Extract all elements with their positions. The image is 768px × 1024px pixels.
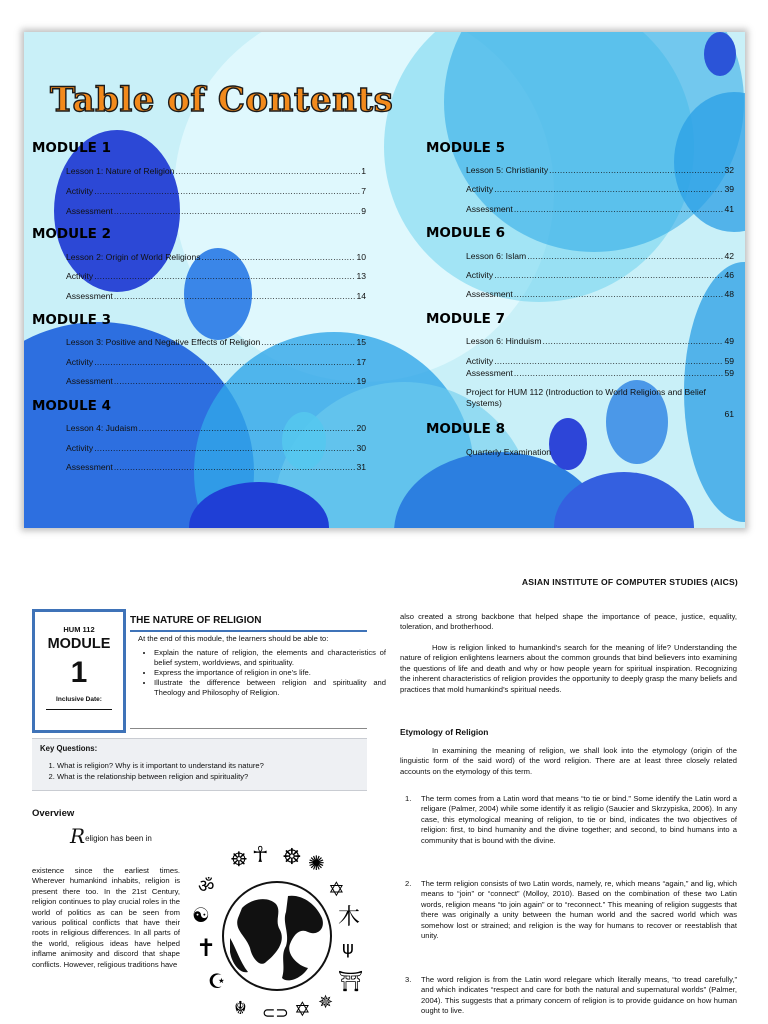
toc-entry[interactable]: Quarterly Examination (466, 447, 552, 457)
toc-entry[interactable]: Activity ..... 17 (66, 357, 366, 367)
star-of-david-icon: ✡ (328, 877, 345, 901)
paragraph: also created a strong backbone that helped shape the importance of peace, justice, equality, toleration, and brotherhood. (400, 612, 737, 632)
toc-entry[interactable]: Activity ..... 46 (466, 270, 734, 280)
toc-entry[interactable]: Assessment ..... 31 (66, 462, 366, 472)
dharma-wheel-icon: ☸ (282, 845, 302, 870)
list-item: 1. The term comes from a Latin word that means “to tie or bind.” Some identify the Latin word a religare (Palmer, 2004) while some identify it as religio (Saucier and Skrzypiska, 2006). In any case, this etymological meaning of religion, to tie or bind, indicates the two objectives of religion: first, to bind humanity and the divine together; and second, to bind humans into a community that is bound with the divine. (405, 794, 737, 845)
list-item: • Explain the nature of religion, the elements and characteristics of belief system, worldviews, and spirituality. (154, 648, 386, 668)
toc-entry[interactable]: Assessment ..... 59 (466, 368, 734, 378)
key-questions-title: Key Questions: (40, 744, 98, 753)
list-item: 2. What is the relationship between religion and spirituality? (57, 771, 264, 782)
toc-entry[interactable]: Activity ..... 59 (466, 356, 734, 366)
toc-entry[interactable]: Lesson 1: Nature of Religion ..... 1 (66, 166, 366, 176)
cross-icon: ✝ (196, 934, 217, 962)
module-heading: MODULE 6 (426, 225, 505, 241)
table-of-contents-panel (24, 32, 745, 528)
toc-entry[interactable]: Activity ..... 7 (66, 186, 366, 196)
meditation-icon: ☸ (230, 847, 248, 871)
toc-entry[interactable]: Activity ..... 13 (66, 271, 366, 281)
module-heading: MODULE 3 (32, 312, 111, 328)
module-heading: MODULE 2 (32, 226, 111, 242)
module-heading: MODULE 4 (32, 398, 111, 414)
toc-entry[interactable]: Activity ..... 39 (466, 184, 734, 194)
list-item: 1. What is religion? Why is it important to understand its nature? (57, 760, 264, 771)
background-bubble (549, 418, 587, 470)
bahai-star-icon: ✵ (318, 992, 334, 1013)
divider (130, 630, 367, 632)
torii-icon: ⛩ (338, 969, 364, 993)
inclusive-date-label: Inclusive Date: (56, 696, 102, 703)
toc-entry[interactable]: Assessment ..... 19 (66, 376, 366, 386)
module-heading: MODULE 1 (32, 140, 111, 156)
toc-entry[interactable]: Lesson 2: Origin of World Religions ..... 10 (66, 252, 366, 262)
yin-yang-icon: ☯ (192, 903, 210, 927)
date-line (46, 709, 112, 710)
list-item: 3. The word religion is from the Latin word relegare which literally means, “to tread carefully,” and which indicates “respect and care for both the natural and supernatural worlds” (Palmer, 2004). This suggests that a primary concern of religion is to provide guidance on how human ought to live. (405, 975, 737, 1016)
om-icon: ॐ (198, 876, 215, 897)
shinto-kanji-icon: 木 (338, 905, 361, 930)
paragraph: How is religion linked to humankind’s search for the meaning of life? Understanding the nature of religion enlightens learners about the common grounds that bind believers into examining the questions of life and death and why or how people yearn for spiritual inspiration. Recognizing the inherent characteristics of religion provides the opportunity to deeply grasp the many beliefs and practices that mold humankind’s spiritual needs. (400, 643, 737, 694)
khanda-icon: ☬ (234, 998, 247, 1019)
module-heading: MODULE 5 (426, 140, 505, 156)
list-item: • Express the importance of religion in one’s life. (154, 668, 386, 678)
module-heading: MODULE 8 (426, 421, 505, 437)
toc-entry[interactable]: Activity ..... 30 (66, 443, 366, 453)
toc-entry[interactable]: Project for HUM 112 (Introduction to World Religions and Belief Systems) 61 (466, 387, 734, 419)
course-code: HUM 112 (63, 625, 95, 634)
page-title: Table of Contents (50, 80, 394, 120)
module-badge (32, 609, 126, 733)
background-bubble (704, 32, 736, 76)
module-heading: MODULE 7 (426, 311, 505, 327)
divider (130, 728, 367, 729)
toc-entry[interactable]: Assessment ..... 48 (466, 289, 734, 299)
toc-entry[interactable]: Assessment ..... 14 (66, 291, 366, 301)
toc-entry[interactable]: Lesson 6: Islam ..... 42 (466, 251, 734, 261)
objectives-list (138, 648, 386, 698)
overview-body: existence since the earliest times. Wherever humankind inhabits, religion is present there too. In the 21st Century, religion continues to play crucial roles in the world of politics as can be seen from various political conflicts that have their roots in religious differences. In all parts of the world, religious ideas have helped inflame animosity and discord that shape conflicts. However, religious traditions have (32, 866, 180, 969)
crescent-icon: ☪ (208, 969, 226, 993)
fish-icon: ⊂⊃ (262, 1003, 289, 1022)
star-icon: ✡ (294, 997, 311, 1021)
toc-entry[interactable]: Assessment ..... 41 (466, 204, 734, 214)
module-word: MODULE (47, 636, 111, 652)
module-number: 1 (70, 656, 88, 689)
toc-entry[interactable]: Assessment ..... 9 (66, 206, 366, 216)
toc-entry[interactable]: Lesson 4: Judaism ..... 20 (66, 423, 366, 433)
world-religions-emblem (190, 838, 368, 1024)
paragraph: In examining the meaning of religion, we shall look into the etymology (origin of the linguistic form of the said word) of the word religion. There are at least three closely related accounts on the etymology of this term. (400, 746, 737, 776)
overview-first-line: Religion has been in (70, 824, 152, 848)
subsection-title: Etymology of Religion (400, 727, 489, 737)
buddha-icon: ☥ (252, 843, 269, 868)
objectives-intro: At the end of this module, the learners should be able to: (138, 634, 329, 643)
toc-entry[interactable]: Lesson 3: Positive and Negative Effects of Religion ..... 15 (66, 337, 366, 347)
institution-header: ASIAN INSTITUTE OF COMPUTER STUDIES (AICS) (521, 577, 738, 587)
list-item: 2. The term religion consists of two Latin words, namely, re, which means “again,” and lig, which means to “join” or “connect” (Molloy, 2010). Based on the combination of these two Latin words, religion means “to join again” or to “reconnect.” This meaning of religion suggests that there was originally a unity between the human world and the sacred world which was somehow lost or strained; and religion is the way for humans to recover or reestablish that unity. (405, 879, 737, 941)
drop-cap: R (70, 824, 86, 848)
toc-entry[interactable]: Lesson 6: Hinduism ..... 49 (466, 336, 734, 346)
key-questions-list (40, 760, 264, 782)
section-title: THE NATURE OF RELIGION (130, 615, 262, 626)
list-item: • Illustrate the difference between religion and spirituality and Theology and Philosophy of Religion. (154, 678, 386, 698)
toc-entry[interactable]: Lesson 5: Christianity ..... 32 (466, 165, 734, 175)
star-icon: ✺ (308, 851, 325, 875)
menorah-icon: ψ (342, 938, 354, 959)
overview-title: Overview (32, 808, 75, 819)
